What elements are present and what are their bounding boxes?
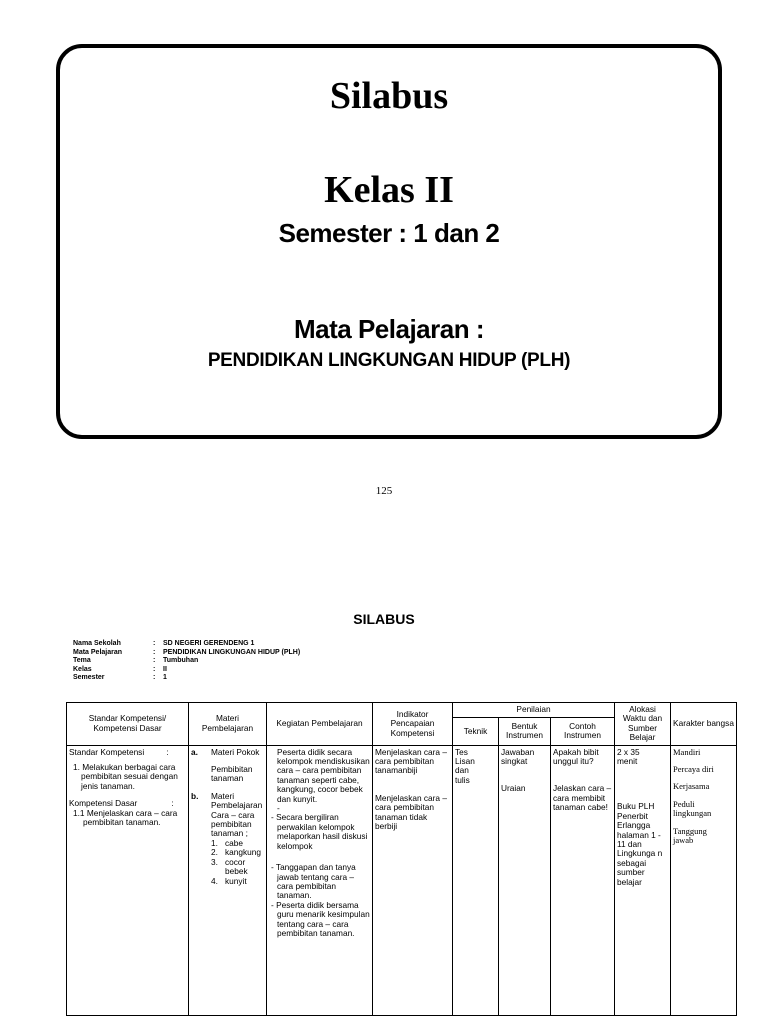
sk-colon: : (166, 746, 169, 757)
table-row (67, 745, 737, 1016)
kegiatan-item: - (277, 803, 280, 814)
cover-box (56, 44, 722, 439)
materi-a-text: Pembibitan tanaman (211, 764, 253, 784)
identity-key: Nama Sekolah (73, 640, 121, 647)
cover-kelas: Kelas II (324, 169, 454, 211)
contoh-item: Apakah bibit unggul itu? (553, 746, 599, 767)
identity-value: 1 (163, 674, 167, 682)
header-teknik: Teknik (453, 718, 499, 745)
header-row (67, 703, 737, 718)
materi-a (191, 748, 264, 792)
contoh-item: Jelaskan cara – cara membibit tanaman cabe! (553, 783, 612, 813)
cell-contoh (551, 745, 615, 1016)
identity-key: Mata Pelajaran (73, 648, 123, 656)
indikator-item: Menjelaskan cara – cara pembibitan tanaman tidak berbiji (375, 792, 447, 832)
karakter-item: Tanggung jawab (673, 825, 707, 846)
materi-b-body (199, 792, 264, 886)
list-text: kunyit (225, 875, 247, 886)
identity-value: II (163, 665, 167, 673)
kd-label-text: Kompetensi Dasar (69, 798, 138, 809)
karakter-item: Percaya diri (673, 764, 714, 775)
cover-semester: Semester : 1 dan 2 (278, 218, 500, 248)
kegiatan-item: - Peserta didik bersama guru menarik kesimpulan tentang cara – cara pembibitan tanaman. (271, 899, 370, 938)
sk-label-text: Standar Kompetensi (69, 746, 145, 757)
kd-item: 1.1 Menjelaskan cara – cara pembibitan tanaman. (73, 807, 178, 828)
sk-label (69, 748, 186, 757)
kegiatan-item: Peserta didik secara kelompok mendiskusikan cara – cara pembibitan tanaman seperti cabe, kangkung, cocor bebek dan kunyit. (277, 746, 370, 804)
identity-colon: : (153, 665, 156, 673)
header-contoh: Contoh Instrumen (551, 718, 615, 745)
materi-b (191, 792, 264, 886)
identity-value: Tumbuhan (163, 657, 199, 665)
identity-row (73, 666, 300, 675)
header-kegiatan: Kegiatan Pembelajaran (267, 703, 373, 746)
list-text: kangkung (225, 847, 261, 858)
header-indikator: Indikator Pencapaian Kompetensi (373, 703, 453, 746)
cell-indikator (373, 745, 453, 1016)
identity-colon: : (153, 657, 156, 665)
cell-bentuk (499, 745, 551, 1016)
header-sk-kd: Standar Kompetensi/ Kompetensi Dasar (67, 703, 189, 746)
indikator-item: Menjelaskan cara – cara pembibitan tanamanbiji (375, 746, 447, 776)
header-penilaian: Penilaian (453, 703, 615, 718)
header-alokasi: Alokasi Waktu dan Sumber Belajar (615, 703, 671, 746)
sk-item: 1. Melakukan berbagai cara pembibitan sesuai dengan jenis tanaman. (73, 762, 178, 791)
syllabus-table (66, 702, 737, 1016)
identity-colon: : (153, 674, 156, 682)
materi-a-marker: a. (191, 746, 198, 757)
bentuk-item: Jawaban singkat (501, 746, 535, 767)
cell-sk-kd (67, 745, 189, 1016)
materi-a-body (199, 748, 264, 792)
list-number: 1. (211, 837, 218, 848)
cell-karakter (671, 745, 737, 1016)
kd-colon: : (171, 798, 174, 809)
list-text: cabe (225, 837, 243, 848)
kegiatan-item: - Secara bergiliran perwakilan kelompok melaporkan hasil diskusi kelompok (271, 812, 368, 851)
school-identity (73, 640, 300, 683)
identity-key: Semester (73, 674, 105, 682)
identity-row (73, 649, 300, 658)
cover-subject-value: PENDIDIKAN LINGKUNGAN HIDUP (PLH) (207, 350, 571, 371)
cell-kegiatan (267, 745, 373, 1016)
list-item (211, 877, 264, 886)
cell-teknik (453, 745, 499, 1016)
cell-alokasi (615, 745, 671, 1016)
bentuk-item: Uraian (501, 783, 526, 794)
identity-row (73, 640, 300, 649)
list-text: cocor bebek (225, 856, 248, 877)
alokasi-time: 2 x 35 menit (617, 746, 640, 767)
identity-colon: : (153, 640, 156, 647)
identity-key: Tema (73, 657, 91, 665)
cover-subject-label: Mata Pelajaran : (294, 314, 484, 344)
list-item (211, 858, 264, 877)
materi-b-text: Materi Pembelajaran Cara – cara pembibitan tanaman ; (211, 790, 263, 839)
header-materi: Materi Pembelajaran (189, 703, 267, 746)
karakter-item: Peduli lingkungan (673, 798, 712, 819)
materi-b-marker: b. (191, 790, 199, 801)
karakter-item: Kerjasama (673, 781, 710, 792)
identity-key: Kelas (73, 665, 92, 673)
cell-materi (189, 745, 267, 1016)
header-karakter: Karakter bangsa (671, 703, 737, 746)
identity-row (73, 657, 300, 666)
cover-title: Silabus (329, 75, 449, 117)
identity-colon: : (153, 648, 156, 656)
identity-row (73, 674, 300, 683)
syllabus-heading: SILABUS (353, 611, 415, 627)
list-number: 4. (211, 875, 218, 886)
materi-a-title: Materi Pokok (211, 746, 260, 757)
alokasi-source: Buku PLH Penerbit Erlangga halaman 1 - 11 dan Lingkunga n sebagai sumber belajar (617, 801, 663, 887)
page-number: 125 (375, 485, 393, 497)
list-number: 3. (211, 856, 218, 867)
identity-value: PENDIDIKAN LINGKUNGAN HIDUP (PLH) (163, 648, 301, 656)
teknik-text: Tes Lisan dan tulis (455, 746, 475, 785)
kegiatan-item: - Tanggapan dan tanya jawab tentang cara – cara pembibitan tanaman. (271, 862, 356, 901)
karakter-item: Mandiri (673, 746, 701, 757)
list-number: 2. (211, 847, 218, 858)
header-bentuk: Bentuk Instrumen (499, 718, 551, 745)
identity-value: SD NEGERI GERENDENG 1 (163, 640, 255, 647)
